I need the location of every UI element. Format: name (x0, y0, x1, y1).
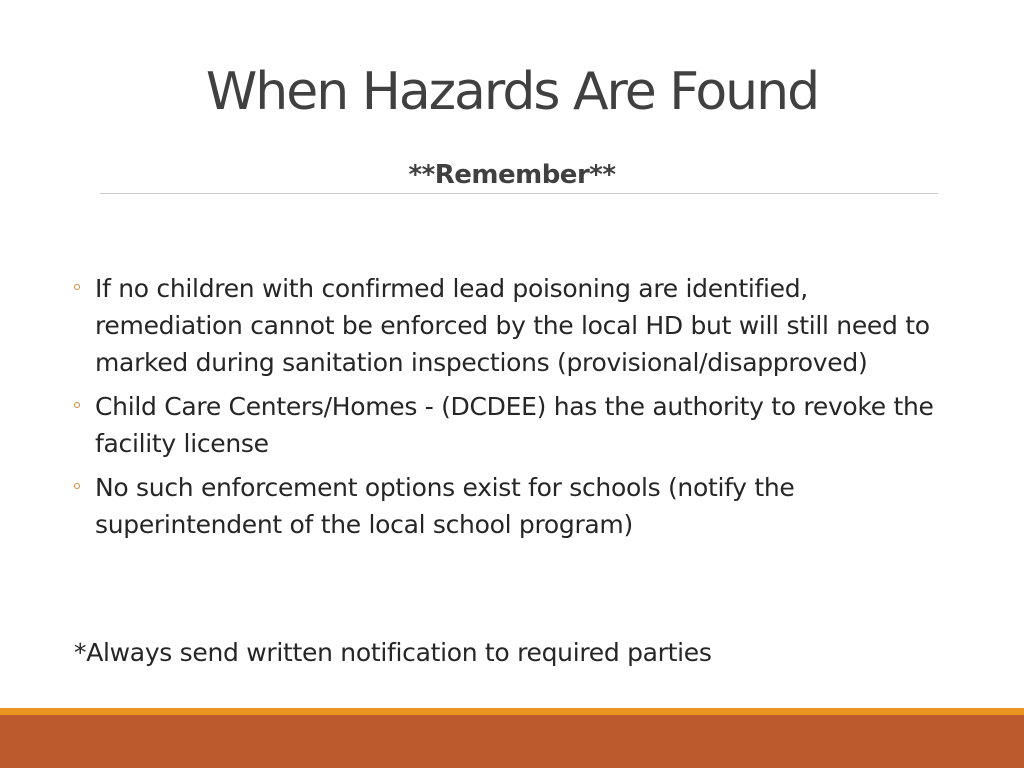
bullet-list (74, 270, 954, 550)
hollow-circle-bullet-icon (74, 284, 80, 290)
list-item-text: If no children with confirmed lead poisoning are identified, remediation cannot be enforced by the local HD but will still need to marked during sanitation inspections (provisional/disapproved) (95, 274, 930, 377)
list-item (74, 270, 954, 381)
footer-band (0, 715, 1024, 768)
footnote: *Always send written notification to required parties (74, 638, 712, 667)
hollow-circle-bullet-icon (74, 483, 80, 489)
title-divider (100, 193, 938, 194)
list-item (74, 388, 954, 462)
footer-accent-stripe (0, 708, 1024, 715)
hollow-circle-bullet-icon (74, 402, 80, 408)
slide-subtitle: **Remember** (408, 160, 616, 190)
list-item-text: Child Care Centers/Homes - (DCDEE) has the authority to revoke the facility license (95, 392, 934, 458)
list-item-text: No such enforcement options exist for schools (notify the superintendent of the local school program) (95, 473, 795, 539)
list-item (74, 469, 954, 543)
slide-title: When Hazards Are Found (205, 62, 819, 122)
